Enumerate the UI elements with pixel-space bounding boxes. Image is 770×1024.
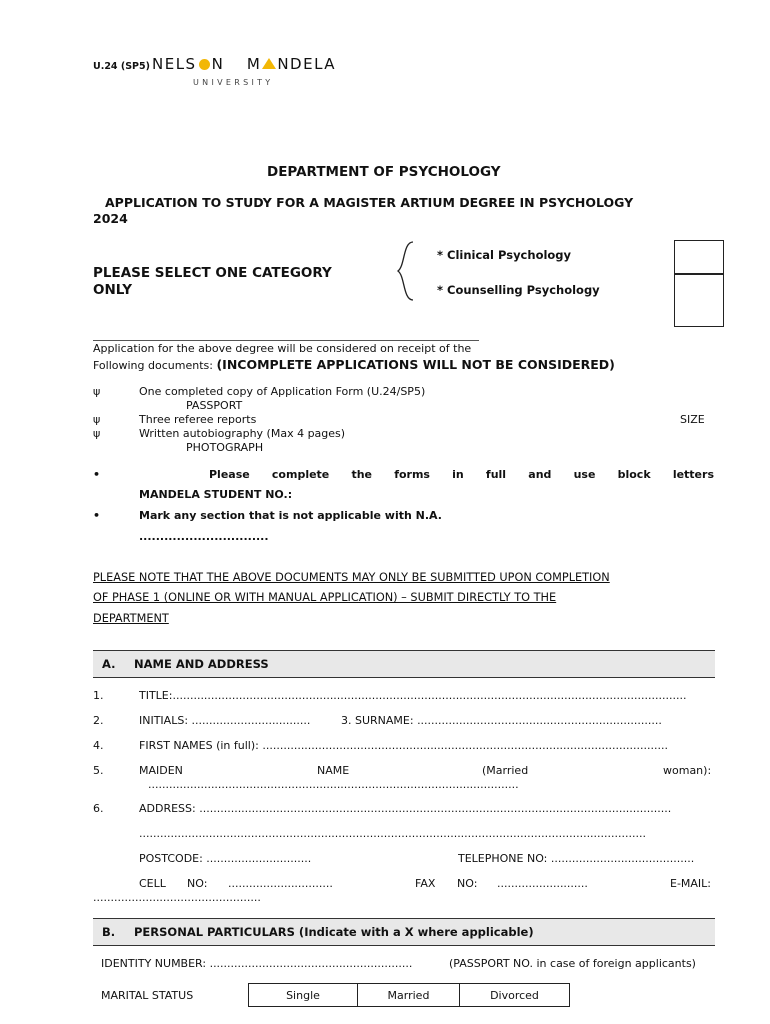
first-names-field[interactable]: FIRST NAMES (in full): .................................................................................................................... — [139, 739, 668, 752]
department-title: DEPARTMENT OF PSYCHOLOGY — [267, 164, 501, 180]
document-item-application: One completed copy of Application Form (U.24/SP5) — [139, 385, 426, 398]
divider — [93, 340, 479, 341]
document-item-autobiography: Written autobiography (Max 4 pages) — [139, 427, 346, 440]
instruction-block-letters: Please complete the forms in full and use block letters — [209, 468, 714, 481]
item-number: 4. — [93, 739, 104, 752]
category-prompt: PLEASE SELECT ONE CATEGORY — [93, 265, 332, 281]
fax-label: FAX — [415, 877, 436, 890]
marital-option-married[interactable]: Married — [358, 984, 460, 1007]
documents-intro: Application for the above degree will be considered on receipt of the — [93, 342, 472, 355]
postcode-field[interactable]: POSTCODE: .............................. — [139, 852, 312, 865]
document-item-referee: Three referee reports — [139, 413, 257, 426]
bullet-icon: ψ — [93, 413, 101, 426]
telephone-field[interactable]: TELEPHONE NO: ......................................... — [458, 852, 695, 865]
woman-label: woman): — [663, 764, 712, 777]
bullet-icon: ψ — [93, 427, 101, 440]
university-logo: NELS N M NDELA — [152, 55, 337, 73]
fax-no-label: NO: — [457, 877, 478, 890]
address-field[interactable]: ADDRESS: ....................................................................................................................................... — [139, 802, 672, 815]
title-field[interactable]: TITLE:................................................................................................................................................... — [139, 689, 687, 702]
section-a-letter: A. — [102, 657, 116, 671]
married-label: (Married — [482, 764, 529, 777]
marital-status-label: MARITAL STATUS — [101, 989, 194, 1002]
instruction-na: Mark any section that is not applicable with N.A. — [139, 509, 442, 522]
documents-intro-2: Following documents: (INCOMPLETE APPLICATIONS WILL NOT BE CONSIDERED) — [93, 357, 615, 372]
note-line-3: DEPARTMENT — [93, 612, 169, 625]
name-label: NAME — [317, 764, 350, 777]
bullet-dot: • — [93, 509, 101, 522]
email-label: E-MAIL: — [670, 877, 712, 890]
size-label: SIZE — [680, 413, 705, 426]
brace-icon — [395, 240, 417, 302]
cell-field[interactable]: .............................. — [228, 877, 333, 890]
marital-option-divorced[interactable]: Divorced — [460, 984, 570, 1007]
form-code: U.24 (SP5) — [93, 61, 150, 72]
initials-field[interactable]: INITIALS: .................................. — [139, 714, 311, 727]
cell-label: CELL — [139, 877, 166, 890]
identity-number-field[interactable]: IDENTITY NUMBER: .......................................................... — [101, 957, 413, 970]
section-b-letter: B. — [102, 925, 116, 939]
photograph-label: PHOTOGRAPH — [186, 441, 264, 454]
logo-subtitle: UNIVERSITY — [193, 78, 274, 87]
item-number: 5. — [93, 764, 104, 777]
passport-note: (PASSPORT NO. in case of foreign applicants) — [449, 957, 696, 970]
clinical-checkbox[interactable] — [674, 240, 724, 275]
note-line-2: OF PHASE 1 (ONLINE OR WITH MANUAL APPLICATION) – SUBMIT DIRECTLY TO THE — [93, 591, 557, 604]
application-title: APPLICATION TO STUDY FOR A MAGISTER ARTIUM DEGREE IN PSYCHOLOGY — [105, 195, 634, 210]
counselling-checkbox[interactable] — [674, 273, 724, 327]
bullet-dot: • — [93, 468, 101, 481]
section-a-header — [93, 650, 715, 678]
item-number: 6. — [93, 802, 104, 815]
marital-option-single[interactable]: Single — [249, 984, 358, 1007]
option-counselling: * Counselling Psychology — [437, 283, 600, 297]
bullet-icon: ψ — [93, 385, 101, 398]
fax-field[interactable]: .......................... — [497, 877, 588, 890]
option-clinical: * Clinical Psychology — [437, 248, 572, 262]
student-number-dots: ............................... — [139, 530, 269, 543]
cell-no-label: NO: — [187, 877, 208, 890]
marital-status-table — [248, 983, 570, 1007]
item-number: 1. — [93, 689, 104, 702]
maiden-label: MAIDEN — [139, 764, 183, 777]
sun-icon — [199, 59, 210, 70]
address-field-2[interactable]: ................................................................................................................................................. — [139, 827, 647, 840]
item-number: 2. — [93, 714, 104, 727]
passport-label: PASSPORT — [186, 399, 243, 412]
email-field[interactable]: ................................................ — [93, 891, 261, 904]
maiden-name-field[interactable]: .......................................................................................................... — [148, 778, 519, 791]
category-prompt-2: ONLY — [93, 282, 133, 298]
section-b-header — [93, 918, 715, 946]
note-line-1: PLEASE NOTE THAT THE ABOVE DOCUMENTS MAY ONLY BE SUBMITTED UPON COMPLETION — [93, 571, 610, 584]
triangle-icon — [262, 58, 276, 69]
section-a-title: NAME AND ADDRESS — [134, 657, 269, 671]
application-year: 2024 — [93, 211, 128, 226]
section-b-title: PERSONAL PARTICULARS (Indicate with a X where applicable) — [134, 925, 534, 939]
surname-field[interactable]: 3. SURNAME: ...................................................................... — [341, 714, 662, 727]
student-number-label: MANDELA STUDENT NO.: — [139, 488, 293, 501]
